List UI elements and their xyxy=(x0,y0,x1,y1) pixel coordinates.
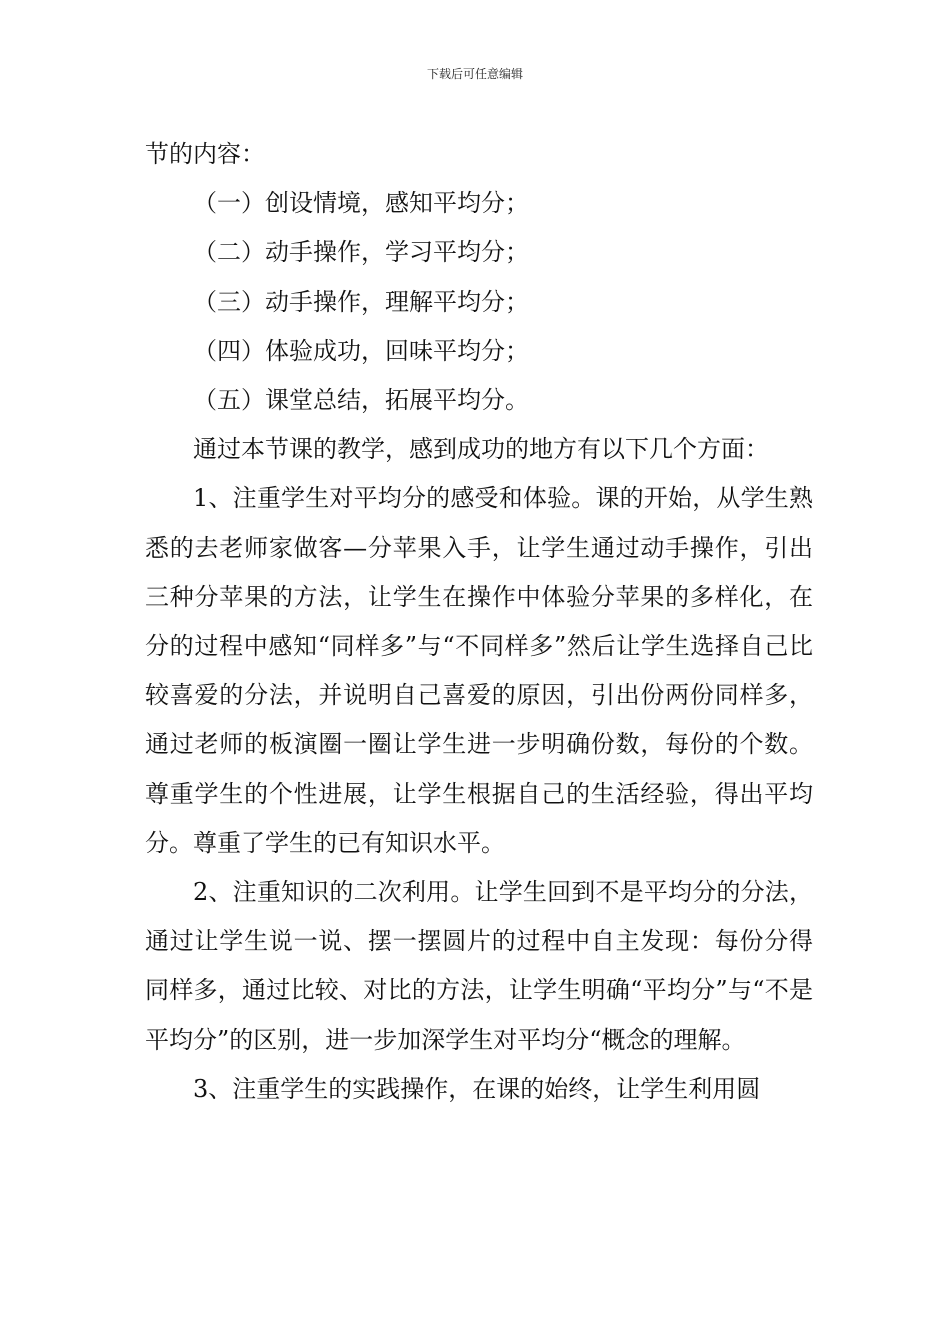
step-item-5: （五）课堂总结，拓展平均分。 xyxy=(193,386,529,415)
step-item-3: （三）动手操作，理解平均分； xyxy=(193,287,529,316)
point-paragraph-1: 1、注重学生对平均分的感受和体验。课的开始，从学生熟悉的去老师家做客—分苹果入手，让学生通过动手操作，引出三种分苹果的方法，让学生在操作中体验分苹果的多样化，在分的过程中感知“同样多”与“不同样多”然后让学生选择自己比较喜爱的分法，并说明自己喜爱的原因，引出份两份同样多，通过老师的板演圈一圈让学生进一步明确份数，每份的个数。尊重学生的个性进展，让学生根据自己的生活经验，得出平均分。尊重了学生的已有知识水平。 xyxy=(145,484,813,857)
summary-paragraph: 通过本节课的教学，感到成功的地方有以下几个方面： xyxy=(193,435,769,464)
step-item-1: （一）创设情境，感知平均分； xyxy=(193,189,529,218)
point-paragraph-2: 2、注重知识的二次利用。让学生回到不是平均分的分法，通过让学生说一说、摆一摆圆片的过程中自主发现：每份分得同样多，通过比较、对比的方法，让学生明确“平均分”与“不是平均分”的区别，进一步加深学生对平均分“概念的理解。 xyxy=(145,878,813,1054)
document-body xyxy=(145,130,813,1114)
step-item-4: （四）体验成功，回味平均分； xyxy=(193,336,529,365)
step-item-2: （二）动手操作，学习平均分； xyxy=(193,238,529,267)
point-paragraph-3: 3、注重学生的实践操作，在课的始终，让学生利用圆 xyxy=(193,1074,761,1103)
intro-tail: 节的内容： xyxy=(145,140,265,168)
page-header-note: 下载后可任意编辑 xyxy=(426,67,523,81)
